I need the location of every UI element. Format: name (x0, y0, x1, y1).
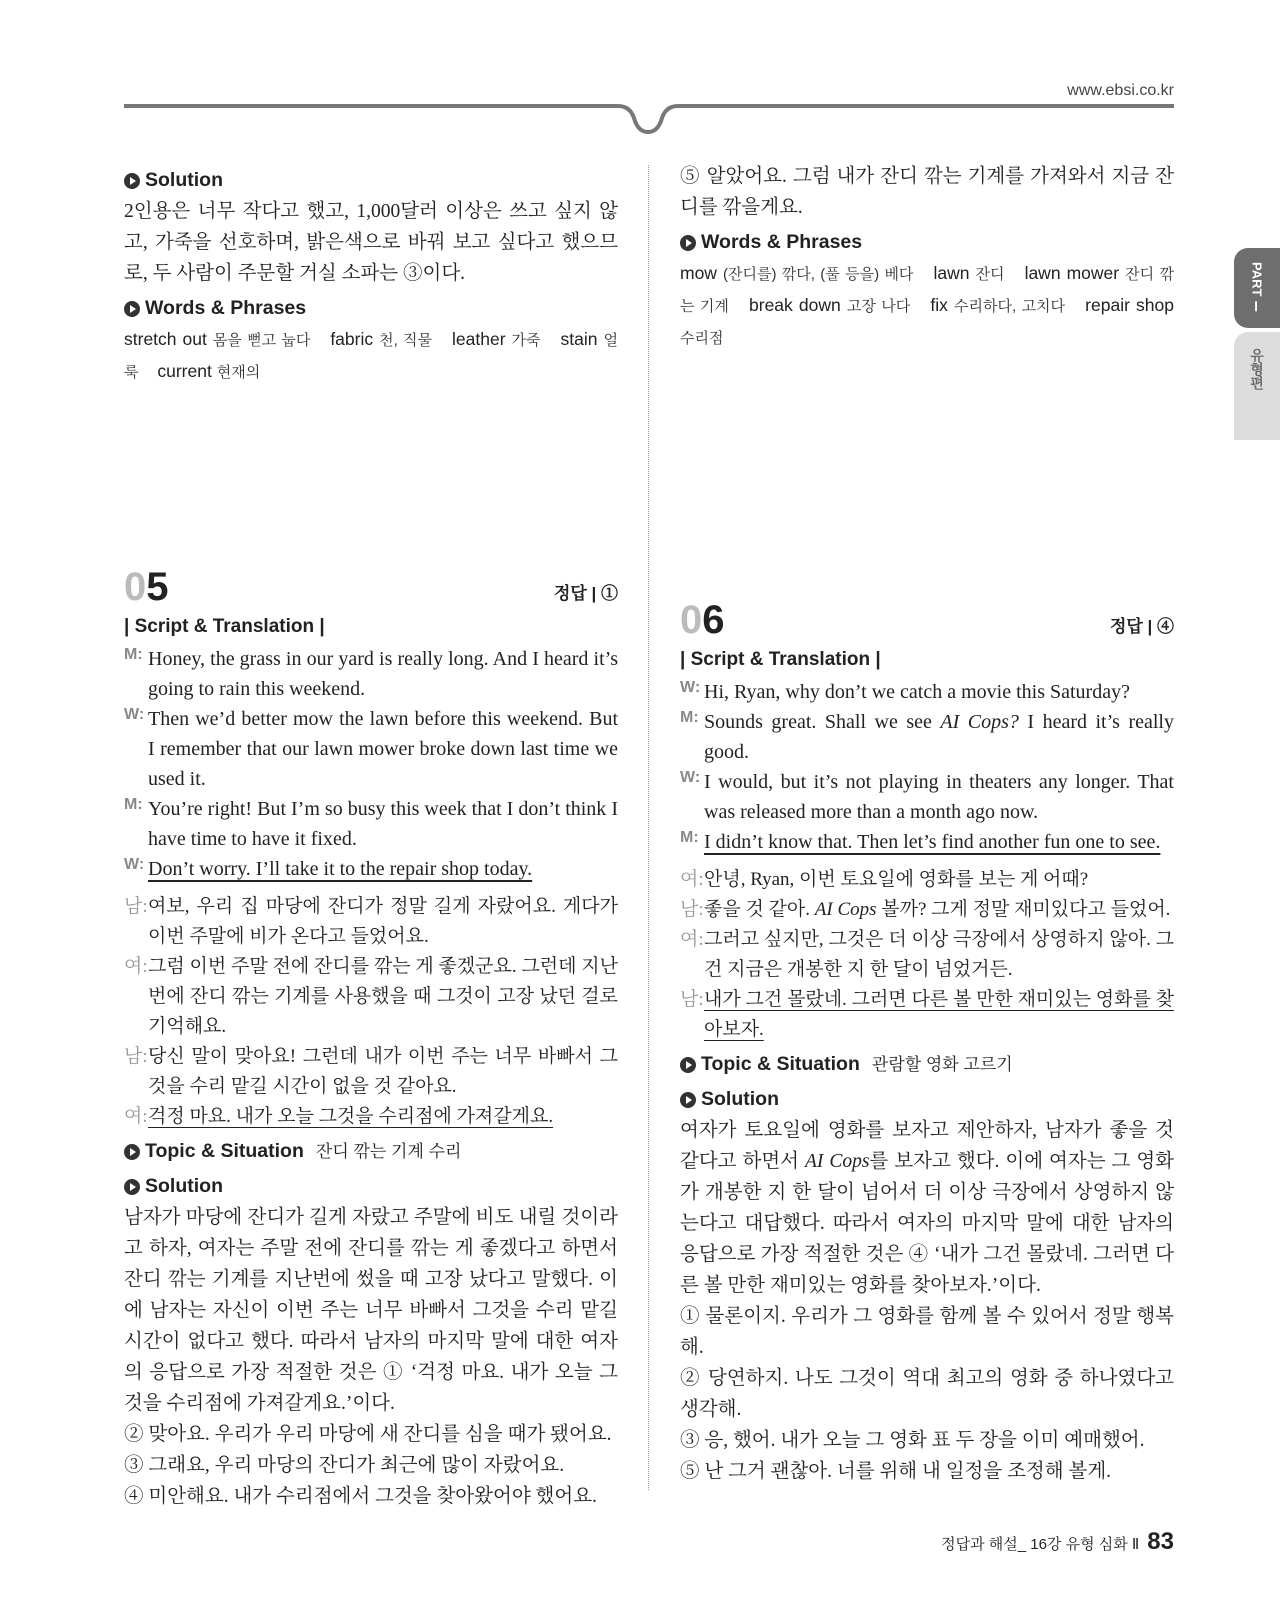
speaker-label: 여: (124, 956, 148, 977)
dialogue-line (124, 892, 618, 952)
column-divider (648, 165, 649, 1490)
line-text (148, 1102, 618, 1132)
text-part: Then we’d better mow the lawn before this weekend. But I remember that our lawn mower broke down last time we used it. (148, 708, 618, 790)
dialogue-line (124, 704, 618, 794)
word-meaning: 수리하다, 고치다 (954, 298, 1066, 315)
play-bullet-icon (680, 1057, 696, 1073)
solution-heading (124, 165, 618, 196)
speaker-label: 남: (680, 899, 704, 920)
speaker-label: 여: (680, 869, 704, 890)
line-text (148, 892, 618, 952)
line-text (148, 704, 618, 794)
dialogue-line (124, 1042, 618, 1102)
topic-text: 관람할 영화 고르기 (871, 1055, 1013, 1074)
line-text (704, 827, 1174, 857)
dialogue-line (124, 794, 618, 854)
site-url: www.ebsi.co.kr (1067, 82, 1174, 99)
speaker-label: W: (680, 679, 701, 696)
word-meaning: (잔디를) 깎다, (풀 등을) 베다 (723, 266, 914, 283)
line-text (148, 1042, 618, 1102)
play-bullet-icon (124, 173, 140, 189)
text-part: You’re right! But I’m so busy this week that I don’t think I have time to have it fixed. (148, 798, 618, 850)
text-part: Sounds great. Shall we see (704, 711, 941, 733)
text-part: Honey, the grass in our yard is really long. And I heard it’s going to rain this weekend. (148, 648, 618, 700)
text-part: Hi, Ryan, why don’t we catch a movie this Saturday? (704, 681, 1130, 703)
underlined-answer: 걱정 마요. 내가 오늘 그것을 수리점에 가져갈게요. (148, 1106, 554, 1127)
number-digit: 5 (146, 565, 169, 609)
option: ② 당연하지. 나도 그것이 역대 최고의 영화 중 하나였다고 생각해. (680, 1368, 1174, 1420)
option: ⑤ 난 그거 괜찮아. 너를 위해 내 일정을 조정해 볼게. (680, 1461, 1112, 1482)
word-meaning: 잔디 (975, 266, 1005, 283)
option: ① 물론이지. 우리가 그 영화를 함께 볼 수 있어서 정말 행복해. (680, 1306, 1174, 1358)
heading-text: Solution (145, 1175, 223, 1197)
solution-text (680, 1115, 1174, 1301)
text-part: 를 보자고 했다. 이에 여자는 그 영화가 개봉한 지 한 달이 넘어서 더 이상 극장에서 상영하지 않는다고 대답했다. 따라서 여자의 마지막 말에 대한 남자의 응답으로 가장 적절한 것은 ④ ‘내가 그건 몰랐네. 그러면 다른 볼 만한 재미있는 영화를 찾아보자.’이다. (680, 1151, 1175, 1296)
speaker-label: 여: (124, 1106, 148, 1127)
word-term: lawn (933, 263, 970, 283)
question-number (680, 599, 1174, 643)
heading-text: Topic & Situation (145, 1140, 304, 1162)
word-meaning: 얼룩 (124, 332, 618, 381)
heading-text: Solution (701, 1088, 779, 1110)
solution-text: 2인용은 너무 작다고 했고, 1,000달러 이상은 쓰고 싶지 않고, 가죽을 선호하며, 밝은색으로 바꿔 보고 싶다고 했으므로, 두 사람이 주문할 거실 소파는 ③이다. (124, 201, 618, 284)
left-top-section (124, 161, 618, 388)
dialogue-line (680, 865, 1174, 895)
option: ② 맞아요. 우리가 우리 마당에 새 잔디를 심을 때가 됐어요. (124, 1424, 612, 1445)
word-term: current (157, 361, 212, 381)
solution-heading (680, 1084, 1174, 1115)
line-text (704, 895, 1174, 925)
line-text (704, 865, 1174, 895)
number-prefix: 0 (680, 598, 703, 642)
line-text (704, 985, 1174, 1045)
word-term: stretch out (124, 329, 207, 349)
word-meaning: 천, 직물 (379, 332, 433, 349)
word-term: leather (452, 329, 506, 349)
play-bullet-icon (124, 1179, 140, 1195)
question-05 (124, 566, 618, 1512)
header-rule (124, 102, 1174, 134)
dialogue-line (680, 707, 1174, 767)
speaker-label: M: (680, 709, 699, 726)
heading-text: Words & Phrases (145, 297, 307, 319)
question-06 (680, 599, 1174, 1487)
page-footer (941, 1528, 1174, 1556)
dialogue-line (680, 767, 1174, 827)
dialogue-line (124, 952, 618, 1042)
speaker-label: 남: (124, 1046, 148, 1067)
word-meaning: 고장 나다 (846, 298, 911, 315)
text-part: 좋을 것 같아. (704, 899, 815, 920)
topic-heading (680, 1049, 1174, 1080)
underlined-answer: 내가 그건 몰랐네. 그러면 다른 볼 만한 재미있는 영화를 찾아보자. (704, 989, 1174, 1040)
word-term: stain (560, 329, 598, 349)
text-part: 볼까? 그게 정말 재미있다고 들었어. (876, 899, 1171, 920)
line-text (148, 794, 618, 854)
movie-title: AI Cops (814, 899, 877, 920)
number-prefix: 0 (124, 565, 147, 609)
line-text (148, 952, 618, 1042)
dialogue-line (680, 925, 1174, 985)
movie-title: AI Cops? (940, 711, 1019, 733)
text-part: 여자가 토요일에 영화를 보자고 제안하자, 남자가 좋을 것 같다고 하면서 (680, 1120, 1174, 1172)
words-heading (680, 227, 1174, 258)
topic-text: 잔디 깎는 기계 수리 (315, 1142, 462, 1161)
footer-title: 정답과 해설_ 16강 유형 심화 Ⅱ (941, 1536, 1140, 1553)
text-part: 여보, 우리 집 마당에 잔디가 정말 길게 자랐어요. 게다가 이번 주말에 비가 온다고 들었어요. (148, 896, 618, 947)
speaker-label: W: (124, 856, 145, 873)
dialogue-line (124, 1102, 618, 1132)
section-tab[interactable]: 유형편 (1234, 332, 1280, 440)
word-meaning: 현재의 (216, 364, 261, 381)
word-term: lawn mower (1024, 263, 1120, 283)
words-heading (124, 293, 618, 324)
word-term: break down (749, 295, 841, 315)
option: ③ 응, 했어. 내가 오늘 그 영화 표 두 장을 이미 예매했어. (680, 1430, 1145, 1451)
speaker-label: M: (680, 829, 699, 846)
question-number (124, 566, 618, 610)
word-meaning: 수리점 (680, 330, 724, 347)
speaker-label: W: (124, 706, 145, 723)
option: ④ 미안해요. 내가 수리점에서 그것을 찾아왔어야 했어요. (124, 1486, 597, 1507)
option: ③ 그래요, 우리 마당의 잔디가 최근에 많이 자랐어요. (124, 1455, 565, 1476)
word-term: fabric (330, 329, 374, 349)
solution-text: 남자가 마당에 잔디가 길게 자랐고 주말에 비도 내릴 것이라고 하자, 여자는 주말 전에 잔디를 깎는 게 좋겠다고 하면서 잔디 깎는 기계를 지난번에 썼을 때 고장 났다고 말했다. 이에 남자는 자신이 이번 주는 너무 바빠서 그것을 수리 맡길 시간이 없다고 했다. 따라서 남자의 마지막 말에 대한 여자의 응답으로 가장 적절한 것은 ① ‘걱정 마요. 내가 오늘 그것을 수리점에 가져갈게요.’이다. (124, 1207, 618, 1414)
word-meaning: 몸을 뻗고 눕다 (212, 332, 311, 349)
text-part: 그럼 이번 주말 전에 잔디를 깎는 게 좋겠군요. 그런데 지난번에 잔디 깎는 기계를 사용했을 때 그것이 고장 났던 걸로 기억해요. (148, 956, 618, 1037)
speaker-label: W: (680, 769, 701, 786)
line-text (704, 677, 1174, 707)
line-text (148, 644, 618, 704)
play-bullet-icon (680, 235, 696, 251)
word-list (124, 324, 618, 388)
speaker-label: M: (124, 646, 143, 663)
dialogue-line (680, 677, 1174, 707)
dialogue-line (124, 644, 618, 704)
script-heading: | Script & Translation | (124, 616, 325, 637)
play-bullet-icon (680, 1092, 696, 1108)
heading-text: Solution (145, 169, 223, 191)
speaker-label: M: (124, 796, 143, 813)
solution-heading (124, 1171, 618, 1202)
play-bullet-icon (124, 1144, 140, 1160)
dialogue-line (124, 854, 618, 884)
text-part: 당신 말이 맞아요! 그런데 내가 이번 주는 너무 바빠서 그것을 수리 맡길 시간이 없을 것 같아요. (148, 1046, 618, 1097)
line-text (704, 767, 1174, 827)
part-tab[interactable]: PART Ⅰ (1234, 248, 1280, 328)
word-term: mow (680, 263, 717, 283)
heading-text: Words & Phrases (701, 231, 863, 253)
movie-title: AI Cops (805, 1151, 870, 1172)
speaker-label: 여: (680, 929, 704, 950)
dialogue-line (680, 895, 1174, 925)
answer-label: 정답 | ④ (1109, 617, 1174, 636)
line-text (704, 925, 1174, 985)
answer-label: 정답 | ① (553, 584, 618, 603)
script-heading: | Script & Translation | (680, 649, 881, 670)
text-part: 안녕, Ryan, 이번 토요일에 영화를 보는 게 어때? (704, 869, 1089, 890)
dialogue-line (680, 827, 1174, 857)
text-part: I heard it’s really good. (704, 711, 1174, 763)
topic-heading (124, 1136, 618, 1167)
speaker-label: 남: (124, 896, 148, 917)
line-text (148, 854, 618, 884)
right-top-section (680, 161, 1174, 354)
word-term: fix (930, 295, 948, 315)
page-number: 83 (1147, 1528, 1174, 1555)
word-term: repair shop (1085, 295, 1174, 315)
word-list (680, 258, 1174, 354)
dialogue-line (680, 985, 1174, 1045)
text-part: 그러고 싶지만, 그것은 더 이상 극장에서 상영하지 않아. 그건 지금은 개봉한 지 한 달이 넘었거든. (704, 929, 1174, 980)
underlined-answer: Don’t worry. I’ll take it to the repair shop today. (148, 858, 533, 880)
line-text (704, 707, 1174, 767)
text-part: I would, but it’s not playing in theaters any longer. That was released more than a month ago now. (704, 771, 1174, 823)
heading-text: Topic & Situation (701, 1053, 860, 1075)
underlined-answer: I didn’t know that. Then let’s find another fun one to see. (704, 831, 1161, 853)
option: ⑤ 알았어요. 그럼 내가 잔디 깎는 기계를 가져와서 지금 잔디를 깎을게요. (680, 166, 1174, 218)
word-meaning: 가죽 (511, 332, 541, 349)
number-digit: 6 (702, 598, 725, 642)
speaker-label: 남: (680, 989, 704, 1010)
word-meaning: 잔디 깎는 기계 (680, 266, 1174, 315)
play-bullet-icon (124, 301, 140, 317)
